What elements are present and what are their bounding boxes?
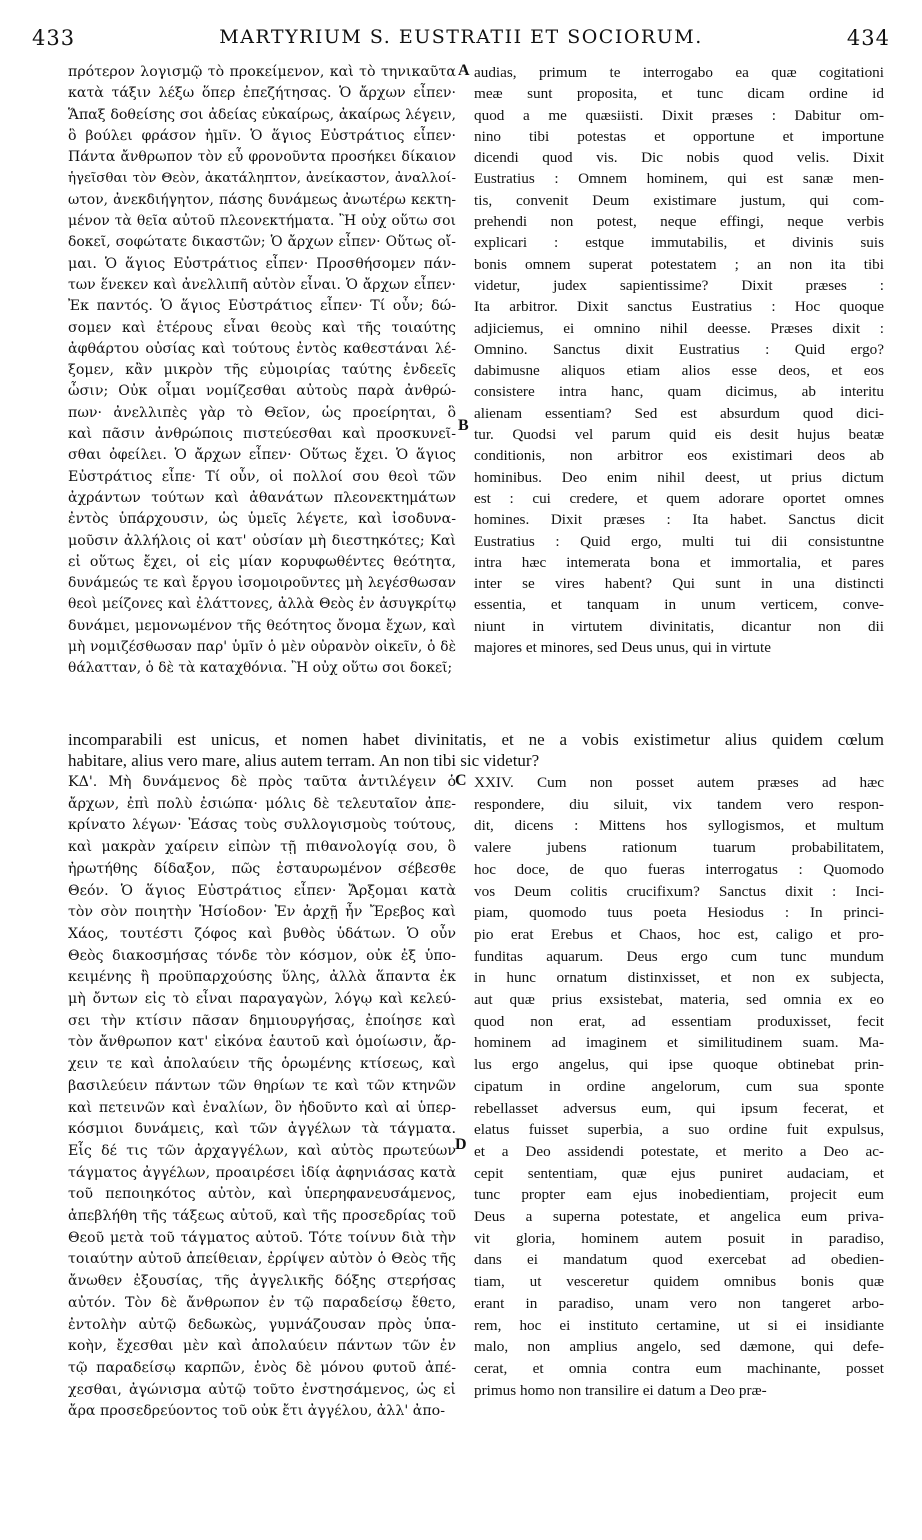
text-line: cepit sententiam, quæ ejus puniret audaciam, et [474, 1164, 884, 1182]
text-line: Ita arbitror. Dixit sanctus Eustratius : Hoc quoque [474, 298, 884, 316]
margin-marker-a: A [458, 62, 470, 79]
text-line: ωτον, ἀνεκδιήγητον, πάσης δυνάμεως ἀνωτέρω κεκτη- [68, 191, 456, 208]
text-line: τὸν σὸν ποιητὴν Ἡσίοδον· Ἐν ἀρχῇ ἦν Ἔρεβος καὶ [68, 904, 456, 921]
text-line: dit, dicens : Mittens hos syllogismos, et multum [474, 817, 884, 835]
text-line: dabimusne aliquos etiam alios esse deos, et eos [474, 362, 884, 380]
text-line: audias, primum te interrogabo ea quæ cogitationi [474, 64, 884, 81]
full-width-latin-text [68, 729, 884, 771]
text-line: Ἐκ παντός. Ὁ ἅγιος Εὐστράτιος εἶπεν· Τί οὖν; δώ- [68, 298, 456, 315]
text-line: explicari : estque immutabilis, et divinis suis [474, 234, 884, 252]
text-line: ὃ βούλει φράσον ἡμῖν. Ὁ ἅγιος Εὐστράτιος εἶπεν· [68, 127, 456, 144]
text-line: κοὴν, ἔχεσθαι μὲν καὶ ἀπολαύειν πάντων τῶν ἐν [68, 1338, 456, 1355]
text-line: conditionis, non arbitror eos existimari deos ab [474, 447, 884, 465]
text-line: Omnino. Sanctus dixit Eustratius : Quid ergo? [474, 340, 884, 358]
page-number-right: 434 [846, 26, 890, 50]
text-line: θάλατταν, ὁ δὲ τὰ καταχθόνια. Ἢ οὐχ οὕτω σοι δοκεῖ; [68, 660, 453, 677]
latin-column-lower [474, 772, 884, 1401]
text-line: μὴ νομιζέσθωσαν παρ' ὑμῖν ὁ μὲν οὐρανὸν οἰκεῖν, ὁ δὲ [68, 639, 456, 656]
text-line: pio erat Erebus et Chaos, hoc est, caligo et pro- [474, 925, 884, 943]
text-line: Eustratius : Omnem hominem, qui est sanæ men- [474, 170, 884, 188]
text-line: bonis omnem superat potestatem ; an non ita tibi [474, 255, 884, 273]
text-line: Εὐστράτιος εἶπε· Τί οὖν, οἱ πολλοί σου θεοὶ τῶν [68, 468, 456, 485]
text-line: incomparabili est unicus, et nomen habet divinitatis, et ne a vobis existimetur alius quidem cœlum [68, 730, 884, 749]
text-line: habitare, alius vero mare, alius autem terram. An non tibi sic videtur? [68, 751, 540, 770]
text-line: cipatum in ordine angelorum, cum sua sponte [474, 1077, 884, 1095]
text-line: lus ergo angelus, qui ipse quoque obtinebat prin- [474, 1056, 884, 1074]
text-line: τάγματος ἀγγέλων, προαιρέσει ἰδίᾳ ἀφηνιάσας κατὰ [68, 1164, 456, 1181]
text-line: δοκεῖ, σοφώτατε δικαστῶν; Ὁ ἄρχων εἶπεν· Οὕτως οἴ- [68, 234, 456, 251]
text-line: ξομεν, κἂν μικρὸν τῆς εὐμοιρίας ταύτης ἐνδεεῖς [68, 362, 456, 379]
text-line: elatus fuisset superbia, a suo ordine fuit expulsus, [474, 1121, 884, 1139]
text-line: hominibus. Deo enim nihil deest, ut prius dictum [474, 468, 884, 486]
text-line: rem, hoc ei instituto certamine, ut si ei insidiante [474, 1316, 884, 1334]
text-line: malo, non amplius angelo, sed dæmone, qui defe- [474, 1338, 884, 1356]
text-line: meæ sunt proposita, et tunc dicam ordine id [474, 85, 884, 103]
text-line: ἠρωτήθης δίδαξον, πῶς ἐσταυρωμένον σέβεσθε [68, 860, 456, 877]
text-line: μοῦσιν ἀλλήλοις οἱ κατ' οὐσίαν μὴ διεστηκότες; Καὶ [68, 532, 456, 549]
text-line: tunc propter eam ejus inobedientiam, projecit eum [474, 1186, 884, 1204]
text-line: χειν τε καὶ ἀπολαύειν τῆς ὁρωμένης κτίσεως, καὶ [68, 1056, 456, 1073]
text-line: hominem ad imaginem et similitudinem suam. Ma- [474, 1034, 884, 1052]
text-line: Θεοῦ μετὰ τοῦ τάγματος αὐτοῦ. Τότε τοίνυν διὰ τὴν [68, 1229, 456, 1246]
text-line: ἀπεβλήθη τῆς τάξεως αὐτοῦ, καὶ τῆς προσεδρίας τοῦ [68, 1208, 456, 1225]
text-line: Εἷς δέ τις τῶν ἀρχαγγέλων, καὶ αὐτὸς πρωτεύων [68, 1142, 456, 1159]
text-line: σθαι ὀφείλει. Ὁ ἄρχων εἶπεν· Οὕτως ἔχει. Ὁ ἅγιος [68, 447, 456, 464]
page-number-left: 433 [32, 26, 76, 50]
text-line: κειμένης ἢ προϋπαρχούσης ὕλης, ἀλλὰ ἅπαντα ἐκ [68, 969, 456, 986]
text-line: Deus a superna potestate, et angelica eum priva- [474, 1208, 884, 1226]
text-line: consistere intra hanc, quam dicimus, ab interitu [474, 383, 884, 401]
text-line: niunt in virtutem divinitatis, dicantur non dii [474, 617, 884, 635]
text-line: piam, quomodo tuus poeta Hesiodus : In princi- [474, 904, 884, 922]
text-line: valere jubens rationum tuarum probabilitatem, [474, 839, 884, 857]
text-line: inter se vires habent? Qui sunt in una distincti [474, 575, 884, 593]
text-line: Θεόν. Ὁ ἅγιος Εὐστράτιος εἶπεν· Ἄρξομαι κατὰ [68, 882, 456, 899]
text-line: αὐτόν. Τὸν δὲ ἄνθρωπον ἐν τῷ παραδείσῳ ἔθετο, [68, 1294, 456, 1311]
page-header [32, 26, 890, 54]
text-line: aut quæ prius exsistebat, materia, sed omnia ex eo [474, 991, 884, 1009]
text-line: ΚΔ'. Μὴ δυνάμενος δὲ πρὸς ταῦτα ἀντιλέγειν ὁ [68, 774, 456, 790]
text-line: τῷ παραδείσῳ καρπῶν, ἑνὸς δὲ μόνου φυτοῦ ἀπέ- [68, 1359, 456, 1376]
text-line: primus homo non transilire ei datum a Deo præ- [474, 1381, 767, 1399]
text-line: alienam essentiam? Sed est absurdum quod dici- [474, 404, 884, 422]
latin-column-upper [474, 62, 884, 658]
text-line: erant in paradiso, unam vero non tangeret arbo- [474, 1294, 884, 1312]
margin-marker-c: C [455, 772, 467, 789]
text-line: funditas aquarum. Deus ergo cum tunc mundum [474, 947, 884, 965]
text-line: μένον τὰ θεῖα αὐτοῦ πλεονεκτήματα. Ἢ οὐχ οὕτω σοι [68, 213, 456, 230]
text-line: vit gloria, hominem autem posuit in paradiso, [474, 1229, 884, 1247]
text-line: respondere, diu siluit, vix tandem vero respon- [474, 795, 884, 813]
text-line: πων· ἀνελλιπὲς γὰρ τὸ Θεῖον, ὡς προείρηται, ὃ [68, 404, 456, 421]
text-line: videtur, judex sapientissime? Dixit præses : [474, 276, 884, 294]
text-line: XXIV. Cum non posset autem præses ad hæc [474, 774, 884, 791]
text-line: δυνάμεώς τε καὶ ἔργου ἰσομοιροῦντες μὴ λεγέσθωσαν [68, 575, 456, 592]
text-line: Θεὸς διακοσμήσας τόνδε τὸν κόσμον, οὐκ ἐξ ὑπο- [68, 947, 456, 964]
text-line: in hunc ornatum distinxisset, et non ex subjecta, [474, 969, 884, 987]
text-line: homines. Dixit præses : Ita habet. Sanctus dicit [474, 511, 884, 529]
text-line: ἐντὸς ὑπάρχουσιν, ὡς ὑμεῖς λέγετε, καὶ ἰσοδυνα- [68, 511, 456, 528]
text-line: Πάντα ἄνθρωπον τὸν εὖ φρονοῦντα προσήκει δίκαιον [68, 149, 456, 166]
text-line: majores et minores, sed Deus unus, qui in virtute [474, 639, 771, 657]
text-line: dicendi quod vis. Dic nobis quod velis. Dixit [474, 149, 884, 167]
text-line: nino tibi potestas et opportune et importune [474, 127, 884, 145]
text-line: εἰ οὕτως ἔχει, οἱ εἰς μίαν κορυφωθέντες θεότητα, [68, 553, 456, 570]
text-line: θεοὶ μείζονες καὶ ἐλάττονες, ἀλλὰ Θεὸς ἐν ἀσυγκρίτῳ [68, 596, 456, 613]
text-line: tis, convenit Deum existimare justum, qui com- [474, 191, 884, 209]
text-line: τοῦ πεποιηκότος αὐτὸν, καὶ ὑπερηφανευσάμενος, [68, 1186, 456, 1203]
text-line: πρότερον λογισμῷ τὸ προκείμενον, καὶ τὸ τηνικαῦτα [68, 64, 456, 80]
text-line: rebellasset adversus eum, qui ipsum fecerat, et [474, 1099, 884, 1117]
running-title: MARTYRIUM S. EUSTRATII ET SOCIORUM. [219, 26, 703, 48]
greek-column-upper [68, 62, 456, 680]
margin-marker-d: D [455, 1136, 467, 1153]
text-line: Ἅπαξ δοθείσης σοι ἀδείας εὐκαίρως, ἀκαίρως λέγειν, [68, 106, 456, 123]
text-line: ἀχράντων τούτων καὶ ἀθανάτων πλεονεκτημάτων [68, 489, 456, 506]
text-line: prehendi non potest, neque effingi, neque verbis [474, 213, 884, 231]
text-line: tur. Quodsi vel parum quid eis desit hujus beatæ [474, 426, 884, 444]
text-line: κόσμιοι δυνάμεις, καὶ τῶν ἀγγέλων τὰ τάγματα. [68, 1121, 456, 1138]
text-line: cerat, et omnia contra eum machinante, posset [474, 1359, 884, 1377]
text-line: καὶ πετεινῶν καὶ ἐναλίων, ὃν ἠδοῦντο καὶ αἱ ὑπερ- [68, 1099, 456, 1116]
text-line: vos Deum colitis crucifixum? Sanctus dixit : Inci- [474, 882, 884, 900]
text-line: ἡγεῖσθαι τὸν Θεὸν, ἀκατάληπτον, ἀνείκαστον, ἀναλλοί- [68, 171, 456, 187]
text-line: χεσθαι, ἀγώνισμα αὐτῷ τοῦτο ἐνστησάμενος, ὡς εἰ [68, 1381, 456, 1398]
text-line: ἄνωθεν ἐξουσίας, τῆς ἀγγελικῆς δόξης στερήσας [68, 1273, 456, 1290]
text-line: καὶ μακρὰν χαίρειν εἰπὼν τῇ πιθανολογίᾳ σου, ὃ [68, 839, 456, 856]
text-line: essentia, et tanquam in unum verticem, conve- [474, 596, 884, 614]
text-line: κρίνατο λέγων· Ἐάσας τοὺς συλλογισμοὺς τούτους, [68, 817, 456, 834]
text-line: βασιλεύειν πάντων τῶν θηρίων τε καὶ τῶν κτηνῶν [68, 1077, 456, 1094]
text-line: hoc doce, de quo fueras interrogatus : Quomodo [474, 860, 884, 878]
text-line: quod a me quæsiisti. Dixit præses : Dabitur om- [474, 106, 884, 124]
text-line: μὴ ὄντων εἰς τὸ εἶναι παραγαγὼν, λόγῳ καὶ κελεύ- [68, 991, 456, 1008]
text-line: et a Deo assidendi potestate, et merito a Deo ac- [474, 1142, 884, 1160]
text-line: adjiciemus, ei omnino nihil deesse. Præses dixit : [474, 319, 884, 337]
text-line: est : cui credere, et quem adorare oportet omnes [474, 489, 884, 507]
text-line: ἄρα προσεδρεύοντος τοῦ οὐκ ἔτι ἀγγέλου, ἀλλ' ἀπο- [68, 1403, 446, 1420]
text-line: δυνάμει, μεμονωμένον τῆς θεότητος ὄνομα ἔχων, καὶ [68, 617, 456, 634]
text-line: quod non erat, ad essentiam produxisset, fecit [474, 1012, 884, 1030]
greek-column-lower [68, 772, 456, 1423]
text-line: ὦσιν; Οὐκ οἶμαι νομίζεσθαι αὐτοὺς παρὰ ἀνθρώ- [68, 383, 456, 400]
margin-marker-b: B [458, 417, 469, 434]
text-line: καὶ πᾶσιν ἀνθρώποις πιστεύεσθαι καὶ προσκυνεῖ- [68, 426, 456, 443]
text-line: dans ei mandatum quod exercebat ad obedien- [474, 1251, 884, 1269]
text-line: σομεν καὶ ἑτέρους εἶναι θεοὺς καὶ τῆς τοιαύτης [68, 319, 456, 336]
text-line: tiam, ut vesceretur quidem omnibus bonis quæ [474, 1273, 884, 1291]
text-line: ἀφθάρτου οὐσίας καὶ τούτους ἐντὸς καθεστάναι λέ- [68, 340, 456, 357]
text-line: τὸν ἄνθρωπον κατ' εἰκόνα ἑαυτοῦ καὶ ὁμοίωσιν, ἄρ- [68, 1034, 456, 1051]
text-line: σει τὴν κτίσιν πᾶσαν δημιουργήσας, ἐποίησε καὶ [68, 1012, 456, 1029]
text-line: Χάος, τουτέστι ζόφος καὶ βυθὸς ὑδάτων. Ὁ οὖν [68, 925, 456, 942]
text-line: κατὰ τάξιν λέξω ὅπερ ἐπεζήτησας. Ὁ ἄρχων εἶπεν· [68, 85, 456, 102]
text-line: intra hæc intemerata bona et immortalia, et pares [474, 553, 884, 571]
text-line: μαι. Ὁ ἅγιος Εὐστράτιος εἶπεν· Προσθήσομεν πάν- [68, 255, 456, 272]
text-line: ἐντολὴν αὐτῷ δεδωκὼς, γυμνάζουσαν πρὸς ὑπα- [68, 1316, 456, 1333]
text-line: των ἕνεκεν καὶ ἀνελλιπῆ αὐτὸν εἶναι. Ὁ ἄρχων εἶπεν· [68, 276, 456, 293]
text-line: τοιαύτην αὐτοῦ ἀπείθειαν, ἐρρίψεν αὐτὸν ὁ Θεὸς τῆς [68, 1251, 456, 1268]
text-line: ἄρχων, ἐπὶ πολὺ ἐσιώπα· μόλις δὲ τελευταῖον ἀπε- [68, 795, 456, 812]
text-line: Eustratius : Quid ergo, multi tui dii consistuntne [474, 532, 884, 550]
